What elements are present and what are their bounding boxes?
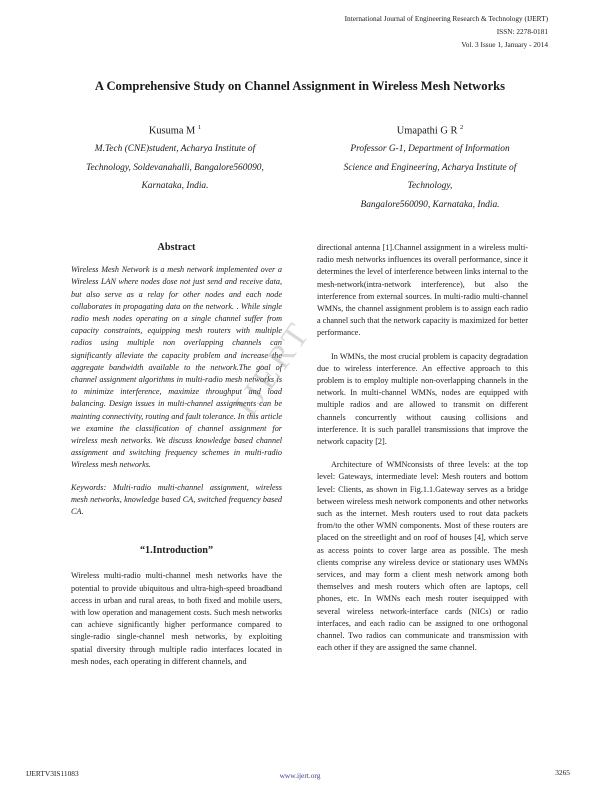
author-2 [300,124,560,214]
abstract-heading: Abstract [157,242,196,253]
journal-header [345,12,548,51]
introduction-body: Wireless multi-radio multi-channel mesh networks have the potential to provide ubiquitous and ultra-high-speed broadband access in urban and rural areas, to both fixed and mobile users, with low operation and management costs. Such mesh networks can achieve significantly higher performance compared to single-radio single-channel mesh networks, by exploiting spatial diversity through multiple radio interfaces located in mesh nodes, each operating in different channels, and [71,571,282,666]
footer-id: IJERTV3IS11083 [26,769,79,778]
paragraph-3: Architecture of WMNconsists of three levels: at the top level: Gateways, intermediate level: Mesh routers and bottom level: Clients, as shown in Fig.1.1.Gateway serves as a bridge between wireless mesh network components and other networks such as the internet. Mesh routers used to rout data packets from/to the other WMN components. Most of these routers are placed on the streetlight and on roof of houses [4], which serve as access points to cover large area as possible. The mesh clients comprise any wireless device or stationary uses WMNs services, and may form a client mesh network among both themselves and mesh routers which often are laptops, cell phones, etc. In WMNs each mesh router isequipped with several wireless network-interface cards (NICs) or radio interfaces, and each radio can be assigned to one orthogonal channel. Two radios can communicate and transmission with each other if they are assigned the same channel. [317,460,528,653]
author-1-affiliation: M.Tech (CNE)student, Acharya Institute of Technology, Soldevanahalli, Bangalore560090, Karnataka, India. [86,144,264,192]
author-2-affiliation: Professor G-1, Department of Information Science and Engineering, Acharya Institute of Technology, Bangalore560090, Karnataka, India. [343,144,517,210]
introduction-heading: “1.Introduction” [139,545,214,557]
watermark: IJERT [227,314,319,424]
author-2-name: Umapathi G R $^2$ [396,124,464,137]
paragraph-1: directional antenna [1].Channel assignment in a wireless multi-radio mesh networks influences its overall performance, since it determines the level of interference between links internal to the mesh-network(intra-network interference), but also the interference from external sources. In multi-radio multi-channel WMNs, the channel assignment problem is to assign each radio a channel such that the network capacity is maximized for better performance. [317,243,528,338]
author-1-name: Kusuma M $^1$ [148,124,202,137]
page-number: 3265 [555,768,570,777]
journal-volume: Vol. 3 Issue 1, January - 2014 [461,40,548,49]
left-column [71,242,282,668]
paragraph-2: In WMNs, the most crucial problem is capacity degradation due to wireless interference. An effective approach to this problem is to employ multiple non-overlapping channels in the network. In multi-channel WMNs, nodes are equipped with multiple radios and are allowed to transmit on different channels concurrently without causing collisions and interference. It is such parallel transmissions that improve the network capacity [2]. [317,351,528,447]
author-1 [50,124,300,196]
journal-name: International Journal of Engineering Research & Technology (IJERT) [344,14,548,23]
journal-issn: ISSN: 2278-0181 [496,27,548,36]
footer-website[interactable]: www.ijert.org [279,771,321,780]
keywords: Keywords: Multi-radio multi-channel assignment, wireless mesh networks, knowledge based CA, switched frequency based CA. [71,482,282,517]
paper-title: A Comprehensive Study on Channel Assignment in Wireless Mesh Networks [94,79,506,93]
abstract-body: Wireless Mesh Network is a mesh network implemented over a Wireless LAN where nodes dose not just send and receive data, but also serve as a relay for other nodes and each node collaborates in propagating data on the network. . While single radio mesh nodes operating on a single channel suffer from capacity constraints, equipping mesh routers with multiple radios using multiple non overlapping channels can significantly alleviate the capacity problem and increase the aggregate bandwidth available to the network.The goal of channel assignment algorithms in multi-radio mesh networks is to minimize interference, maximize throughput and load balancing. Design issues in multi-channel assignments can be mainting connectivity, routing and fault tolerance. In this article we examine the classification of channel assignment for wireless mesh networks. We discuss knowledge based channel assignment and switching frequency schemes in multi-radio Wireless mesh networks. [71,265,282,470]
right-column [317,242,528,655]
